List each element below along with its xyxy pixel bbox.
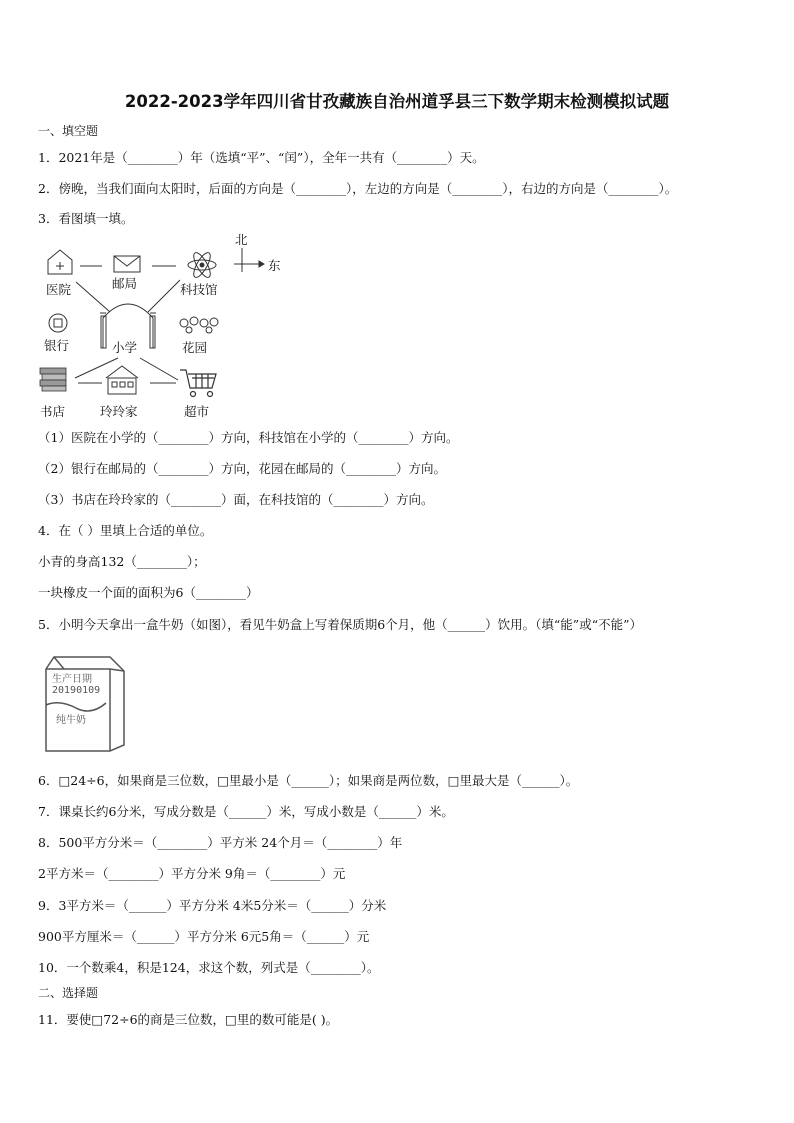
question-3-3: （3）书店在玲玲家的（________）面，在科技馆的（________）方向。 xyxy=(38,492,434,507)
label-bookstore: 书店 xyxy=(40,404,66,419)
question-4: 4．在（ ）里填上合适的单位。 xyxy=(38,523,213,538)
label-school: 小学 xyxy=(112,340,138,355)
milk-label-date: 20190109 xyxy=(52,685,101,696)
question-9-a: 9．3平方米＝（______）平方分米 4米5分米＝（______）分米 xyxy=(38,898,387,913)
label-supermarket: 超市 xyxy=(184,404,210,419)
label-home: 玲玲家 xyxy=(100,404,138,419)
milk-label-date-title: 生产日期 xyxy=(52,674,92,685)
books-icon xyxy=(40,368,66,391)
question-11: 11．要使□72÷6的商是三位数，□里的数可能是( )。 xyxy=(38,1012,339,1027)
label-post-office: 邮局 xyxy=(112,276,138,291)
envelope-icon xyxy=(114,256,140,272)
label-bank: 银行 xyxy=(44,338,70,353)
milk-label-name: 纯牛奶 xyxy=(56,715,86,726)
label-garden: 花园 xyxy=(182,340,208,355)
section-heading-fill: 一、填空题 xyxy=(38,124,99,138)
question-8-a: 8．500平方分米＝（________）平方米 24个月＝（________）年 xyxy=(38,835,403,850)
question-1: 1．2021年是（________）年（选填“平”、“闰”），全年一共有（________）天。 xyxy=(38,150,485,165)
question-6: 6．□24÷6，如果商是三位数，□里最小是（______）；如果商是两位数，□里最大是（______）。 xyxy=(38,773,579,788)
question-4-b: 一块橡皮一个面的面积为6（________） xyxy=(38,585,259,600)
compass-east-label: 东 xyxy=(268,258,281,273)
coin-icon xyxy=(49,314,67,332)
question-5: 5．小明今天拿出一盒牛奶（如图），看见牛奶盒上写着保质期6个月，他（______）饮用。（填“能”或“不能”） xyxy=(38,617,642,632)
question-9-b: 900平方厘米＝（______）平方分米 6元5角＝（______）元 xyxy=(38,929,370,944)
atom-icon xyxy=(188,250,216,279)
label-science-museum: 科技馆 xyxy=(180,282,218,297)
question-3-1: （1）医院在小学的（________）方向，科技馆在小学的（________）方向。 xyxy=(38,430,459,445)
question-10: 10．一个数乘4，积是124，求这个数，列式是（________）。 xyxy=(38,960,380,975)
compass-north-label: 北 xyxy=(235,232,248,247)
page-title: 2022-2023学年四川省甘孜藏族自治州道孚县三下数学期末检测模拟试题 xyxy=(124,92,670,111)
shopping-cart-icon xyxy=(180,370,216,397)
compass-figure xyxy=(232,228,292,278)
question-8-b: 2平方米＝（________）平方分米 9角＝（________）元 xyxy=(38,866,346,881)
section-heading-choice: 二、选择题 xyxy=(38,986,99,1000)
question-3: 3．看图填一填。 xyxy=(38,211,134,226)
label-hospital: 医院 xyxy=(46,282,72,297)
question-7: 7．课桌长约6分米，写成分数是（______）米，写成小数是（______）米。 xyxy=(38,804,454,819)
question-4-a: 小青的身高132（________）； xyxy=(38,554,206,569)
question-2: 2．傍晚，当我们面向太阳时，后面的方向是（________），左边的方向是（________），右边的方向是（________）。 xyxy=(38,181,678,196)
flowers-icon xyxy=(180,317,218,333)
hospital-icon xyxy=(48,250,72,274)
question-3-2: （2）银行在邮局的（________）方向，花园在邮局的（________）方向。 xyxy=(38,461,446,476)
milk-carton-image xyxy=(40,655,128,755)
house-icon xyxy=(106,366,138,394)
